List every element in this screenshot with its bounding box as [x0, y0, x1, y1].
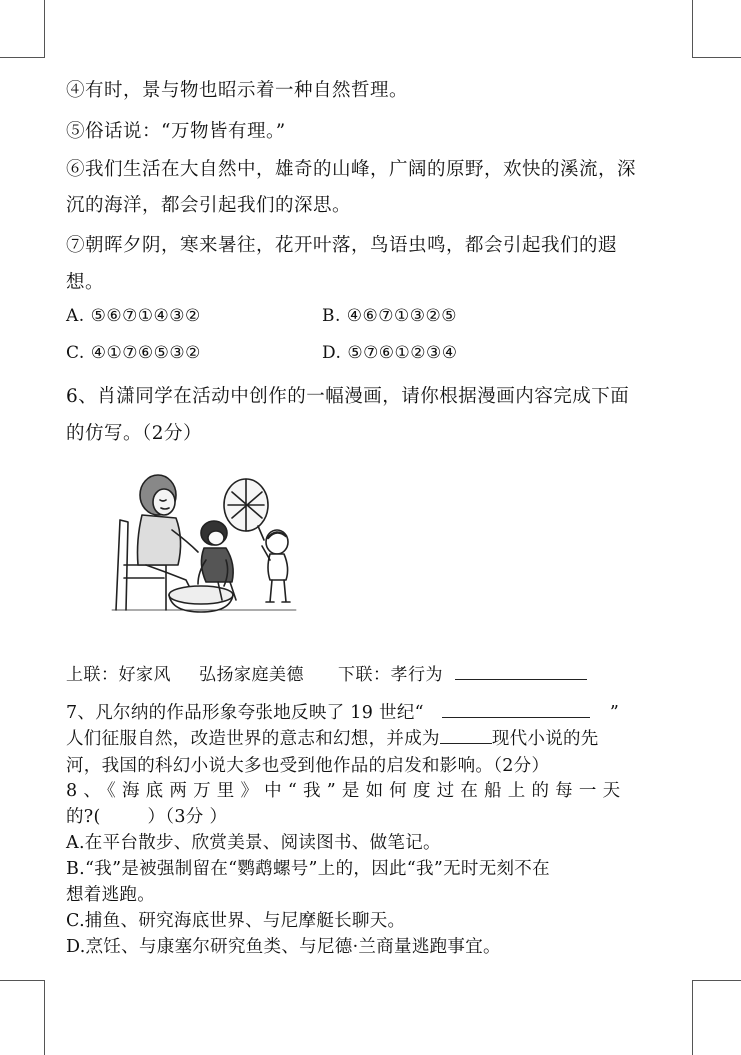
q7-blank-2[interactable]	[440, 742, 492, 744]
q5-option-a[interactable]: A. ⑤⑥⑦①④③②	[66, 306, 201, 326]
upper-couplet-text: 弘扬家庭美德	[199, 665, 304, 685]
q7-line2-text: 人们征服自然，改造世界的意志和幻想，并成为	[66, 729, 440, 749]
lower-couplet-label: 下联：孝行为	[338, 665, 443, 685]
q5-item-4: ④有时，景与物也昭示着一种自然哲理。	[66, 80, 409, 101]
q8-option-a[interactable]: A.在平台散步、欣赏美景、阅读图书、做笔记。	[66, 833, 441, 853]
q7-line2	[66, 725, 599, 750]
q6-prompt-line1: 6、肖潇同学在活动中创作的一幅漫画，请你根据漫画内容完成下面	[66, 386, 630, 407]
q8-prompt-line2: 的?( ）（3分 ）	[66, 807, 228, 827]
comic-illustration	[106, 460, 306, 620]
q6-prompt-line2: 的仿写。（2分）	[66, 423, 203, 444]
q5-item-6-line2: 沉的海洋，都会引起我们的深思。	[66, 195, 352, 216]
q5-option-b[interactable]: B. ④⑥⑦①③②⑤	[322, 306, 457, 326]
q8-option-b-line2[interactable]: 想着逃跑。	[66, 885, 155, 905]
q5-item-7-line2: 想。	[66, 272, 105, 293]
q5-option-c[interactable]: C. ④①⑦⑥⑤③②	[66, 343, 201, 363]
couplet-line	[66, 660, 587, 685]
q7-line1-text: 7、凡尔纳的作品形象夸张地反映了 19 世纪“	[66, 703, 424, 723]
crop-mark-bottom-right	[692, 980, 693, 1055]
crop-mark-bottom-left	[0, 980, 44, 981]
crop-mark-top-right	[692, 0, 693, 58]
lower-couplet-blank[interactable]	[455, 678, 587, 680]
q7-blank-1[interactable]	[442, 716, 590, 718]
q5-option-d[interactable]: D. ⑤⑦⑥①②③④	[322, 343, 458, 363]
q8-prompt-line1: 8、《海底两万里》中“我”是如何度过在船上的每一天	[66, 781, 627, 801]
q5-item-6-line1: ⑥我们生活在大自然中，雄奇的山峰，广阔的原野，欢快的溪流，深	[66, 159, 637, 180]
upper-couplet-label: 上联：好家风	[66, 665, 171, 685]
crop-mark-bottom-left	[44, 980, 45, 1055]
q7-line2-tail: 现代小说的先	[491, 729, 599, 749]
q5-item-7-line1: ⑦朝晖夕阴，寒来暑往，花开叶落，鸟语虫鸣，都会引起我们的遐	[66, 235, 618, 256]
q7-line3: 河，我国的科幻小说大多也受到他作品的启发和影响。（2分）	[66, 756, 550, 776]
crop-mark-bottom-right	[692, 980, 741, 981]
q7-line1-quote: ”	[609, 703, 620, 723]
crop-mark-top-left	[0, 57, 44, 58]
q8-option-c[interactable]: C.捕鱼、研究海底世界、与尼摩艇长聊天。	[66, 911, 406, 931]
q8-option-b-line1[interactable]: B.“我”是被强制留在“鹦鹉螺号”上的，因此“我”无时无刻不在	[66, 859, 550, 879]
crop-mark-top-left	[44, 0, 45, 58]
crop-mark-top-right	[692, 57, 741, 58]
q5-item-5: ⑤俗话说：“万物皆有理。”	[66, 121, 286, 142]
q8-option-d[interactable]: D.烹饪、与康塞尔研究鱼类、与尼德·兰商量逃跑事宜。	[66, 937, 501, 957]
q7-line1	[66, 699, 619, 724]
